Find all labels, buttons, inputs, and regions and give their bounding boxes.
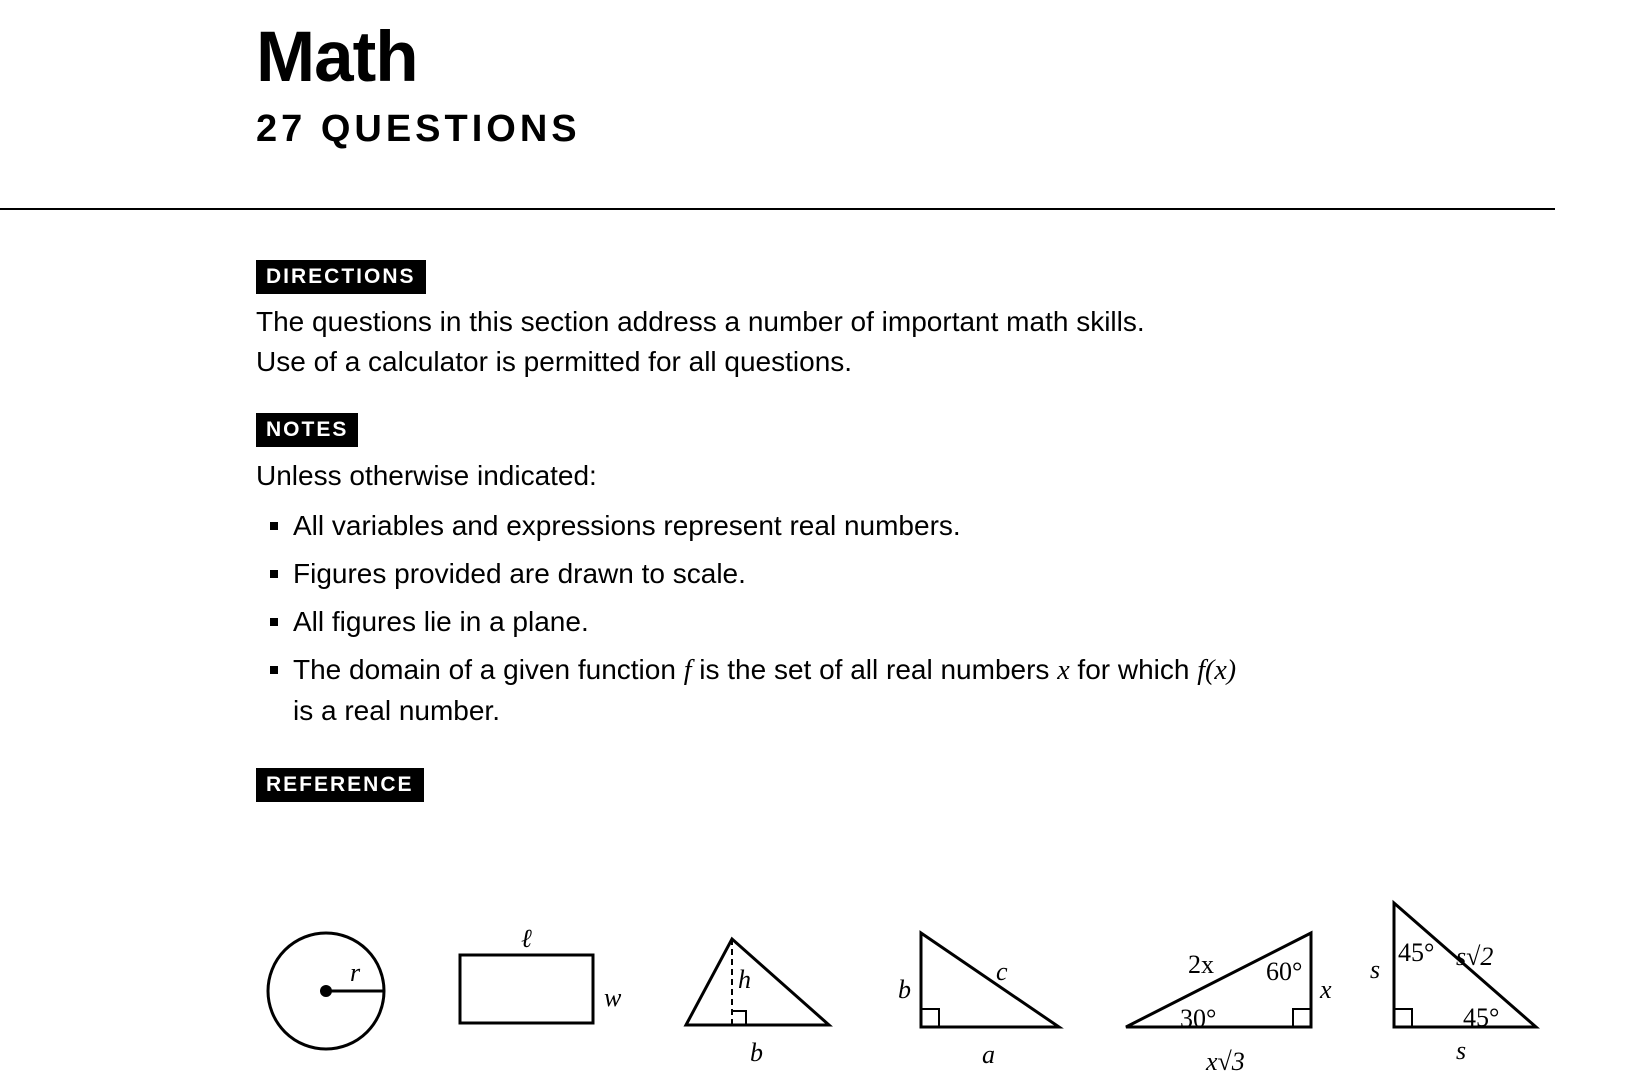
triangle-30-60-90-long-leg-label: x√3 [1206, 1047, 1245, 1076]
note-item [256, 602, 1356, 642]
circle-radius-label: r [350, 958, 361, 987]
note-text: All variables and expressions represent real numbers. [293, 510, 961, 541]
question-count: 27 QUESTIONS [256, 108, 581, 150]
note-item [256, 554, 1356, 594]
bullet-icon [270, 522, 278, 530]
rectangle-width-label: w [604, 983, 622, 1012]
triangle-45-45-90-angle-top-label: 45° [1398, 938, 1435, 967]
note-domain-part3: for which [1069, 654, 1198, 685]
notes-intro: Unless otherwise indicated: [256, 460, 597, 491]
rectangle-shape [460, 955, 593, 1023]
triangle-30-60-90-hypotenuse-label: 2x [1188, 950, 1214, 979]
triangle-45-45-90-hypotenuse-label: s√2 [1456, 942, 1494, 971]
triangle-shape [686, 939, 829, 1025]
note-domain-part2: is the set of all real numbers [691, 654, 1058, 685]
bullet-icon [270, 666, 278, 674]
note-domain-part1: The domain of a given function [293, 654, 684, 685]
triangle-30-60-90-angle-60-label: 60° [1266, 957, 1303, 986]
note-domain-x: x [1057, 655, 1070, 686]
reference-figures [256, 895, 1556, 1075]
note-text: All figures lie in a plane. [293, 606, 589, 637]
right-triangle-angle-mark [921, 1009, 939, 1027]
triangle-30-60-90-angle-30-label: 30° [1180, 1004, 1217, 1033]
header-divider [0, 208, 1555, 210]
right-triangle-shape [921, 933, 1059, 1027]
triangle-45-45-90-leg-bottom-label: s [1456, 1036, 1467, 1065]
note-domain-fx: f(x) [1197, 655, 1237, 686]
triangle-right-angle-mark [732, 1011, 746, 1025]
notes-label: NOTES [256, 413, 358, 447]
bullet-icon [270, 618, 278, 626]
note-domain-part4: is a real number. [293, 695, 500, 726]
note-text: Figures provided are drawn to scale. [293, 558, 746, 589]
note-domain-f: f [683, 655, 692, 686]
page-title: Math [256, 18, 418, 97]
reference-label: REFERENCE [256, 768, 424, 802]
note-item-domain [256, 650, 1356, 731]
triangle-45-45-90-leg-left-label: s [1370, 955, 1381, 984]
right-triangle-hypotenuse-label: c [996, 957, 1008, 986]
note-item [256, 506, 1356, 546]
notes-list [256, 506, 1356, 739]
triangle-base-label: b [750, 1038, 763, 1067]
triangle-30-60-90-angle-mark [1293, 1009, 1311, 1027]
triangle-45-45-90-angle-mark [1394, 1009, 1412, 1027]
triangle-height-label: h [738, 965, 751, 994]
triangle-45-45-90-angle-bottom-label: 45° [1463, 1003, 1500, 1032]
directions-label: DIRECTIONS [256, 260, 426, 294]
directions-text [256, 302, 1145, 382]
right-triangle-leg-a-label: a [982, 1040, 995, 1069]
right-triangle-leg-b-label: b [898, 975, 911, 1004]
directions-line-1: The questions in this section address a number of important math skills. [256, 306, 1145, 337]
directions-line-2: Use of a calculator is permitted for all questions. [256, 346, 853, 377]
circle-center-dot [320, 985, 332, 997]
reference-figures-svg [256, 895, 1556, 1075]
bullet-icon [270, 570, 278, 578]
rectangle-length-label: ℓ [521, 924, 532, 953]
triangle-30-60-90-short-leg-label: x [1320, 975, 1332, 1004]
